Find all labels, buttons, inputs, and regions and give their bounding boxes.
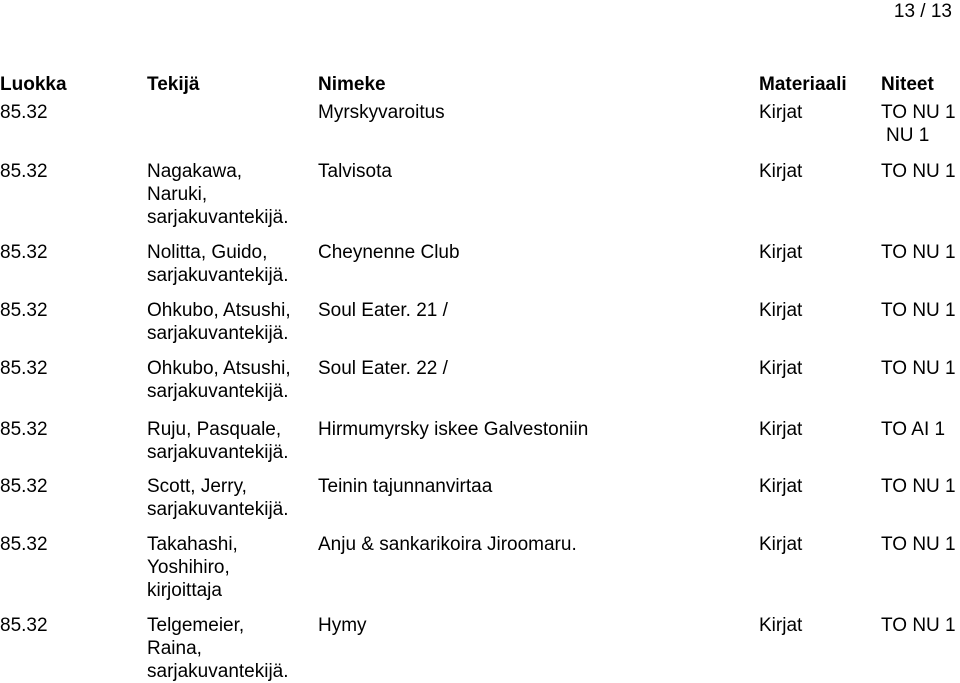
cell-niteet: TO NU 1: [881, 615, 956, 636]
cell-luokka: 85.32: [0, 300, 48, 321]
header-tekija: Tekijä: [147, 74, 200, 95]
cell-luokka: 85.32: [0, 615, 48, 636]
cell-tekija-line2: Raina,: [147, 638, 202, 659]
cell-tekija-line3: kirjoittaja: [147, 580, 222, 601]
header-materiaali: Materiaali: [759, 74, 847, 95]
cell-nimeke: Myrskyvaroitus: [318, 102, 445, 123]
cell-tekija-line1: Takahashi,: [147, 534, 238, 555]
cell-luokka: 85.32: [0, 476, 48, 497]
cell-tekija-line1: Scott, Jerry,: [147, 476, 247, 497]
cell-luokka: 85.32: [0, 161, 48, 182]
cell-tekija-line1: Ohkubo, Atsushi,: [147, 358, 291, 379]
cell-tekija-line2: Naruki,: [147, 184, 208, 205]
cell-materiaali: Kirjat: [759, 242, 803, 263]
cell-tekija-line2: Yoshihiro,: [147, 557, 230, 578]
cell-tekija-line2: sarjakuvantekijä.: [147, 323, 289, 344]
cell-materiaali: Kirjat: [759, 102, 803, 123]
cell-niteet: TO NU 1: [881, 242, 956, 263]
cell-nimeke: Hymy: [318, 615, 367, 636]
cell-nimeke: Teinin tajunnanvirtaa: [318, 476, 493, 497]
header-luokka: Luokka: [0, 74, 67, 95]
cell-niteet-line2: NU 1: [886, 125, 930, 146]
cell-tekija-line2: sarjakuvantekijä.: [147, 442, 289, 463]
cell-luokka: 85.32: [0, 242, 48, 263]
cell-materiaali: Kirjat: [759, 419, 803, 440]
cell-nimeke: Talvisota: [318, 161, 392, 182]
cell-tekija-line2: sarjakuvantekijä.: [147, 499, 289, 520]
cell-tekija-line1: Ruju, Pasquale,: [147, 419, 282, 440]
cell-niteet: TO AI 1: [881, 419, 946, 440]
cell-niteet: TO NU 1: [881, 102, 956, 123]
cell-nimeke: Hirmumyrsky iskee Galvestoniin: [318, 419, 589, 440]
cell-tekija-line2: sarjakuvantekijä.: [147, 265, 289, 286]
cell-niteet: TO NU 1: [881, 476, 956, 497]
header-nimeke: Nimeke: [318, 74, 386, 95]
cell-materiaali: Kirjat: [759, 615, 803, 636]
cell-tekija-line3: sarjakuvantekijä.: [147, 207, 289, 228]
cell-tekija-line2: sarjakuvantekijä.: [147, 381, 289, 402]
cell-luokka: 85.32: [0, 102, 48, 123]
cell-nimeke: Soul Eater. 21 /: [318, 300, 448, 321]
cell-nimeke: Soul Eater. 22 /: [318, 358, 448, 379]
cell-materiaali: Kirjat: [759, 534, 803, 555]
cell-tekija-line3: sarjakuvantekijä.: [147, 661, 289, 682]
cell-luokka: 85.32: [0, 534, 48, 555]
cell-tekija-line1: Nagakawa,: [147, 161, 243, 182]
cell-niteet: TO NU 1: [881, 534, 956, 555]
cell-niteet: TO NU 1: [881, 358, 956, 379]
cell-tekija-line1: Telgemeier,: [147, 615, 245, 636]
cell-materiaali: Kirjat: [759, 161, 803, 182]
cell-tekija-line1: Ohkubo, Atsushi,: [147, 300, 291, 321]
cell-materiaali: Kirjat: [759, 358, 803, 379]
page-number: 13 / 13: [893, 1, 952, 22]
cell-materiaali: Kirjat: [759, 300, 803, 321]
cell-nimeke: Anju & sankarikoira Jiroomaru.: [318, 534, 577, 555]
cell-luokka: 85.32: [0, 419, 48, 440]
cell-nimeke: Cheynenne Club: [318, 242, 460, 263]
cell-niteet: TO NU 1: [881, 300, 956, 321]
cell-materiaali: Kirjat: [759, 476, 803, 497]
header-niteet: Niteet: [881, 74, 934, 95]
cell-tekija-line1: Nolitta, Guido,: [147, 242, 268, 263]
cell-luokka: 85.32: [0, 358, 48, 379]
cell-niteet: TO NU 1: [881, 161, 956, 182]
